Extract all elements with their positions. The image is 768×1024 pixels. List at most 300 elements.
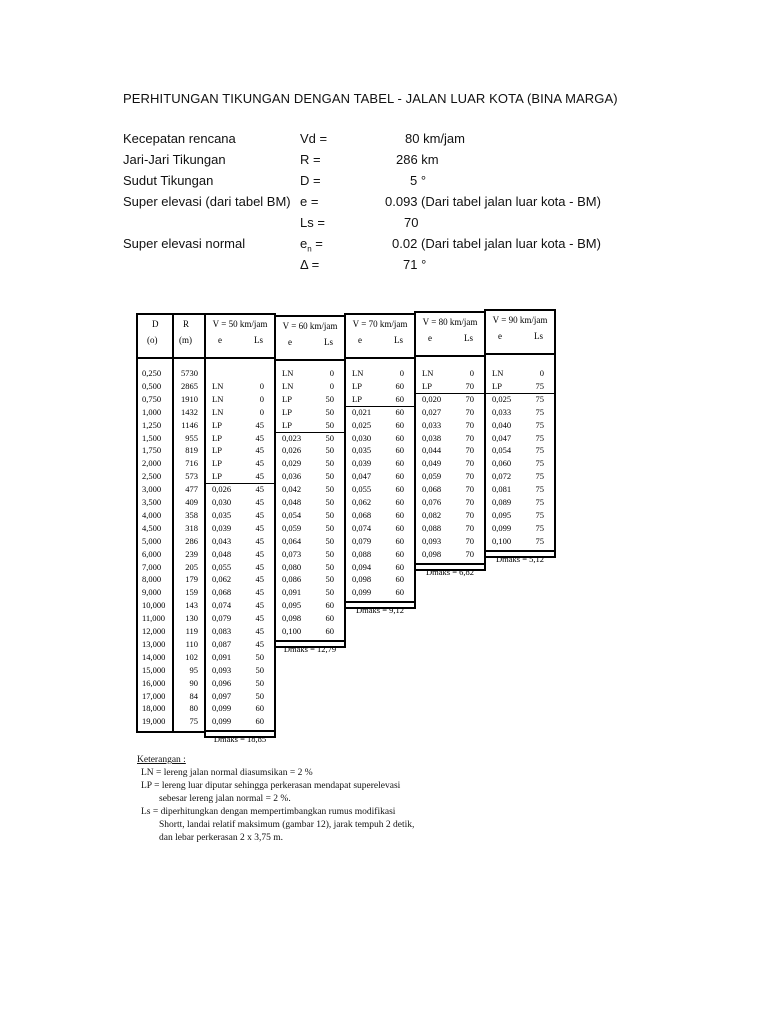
e-value: 0,091: [212, 651, 232, 662]
d-value: 19,000: [142, 716, 166, 727]
legend-notes: [137, 755, 457, 845]
e-value: 0,099: [212, 703, 232, 714]
ls-value: 45: [255, 484, 264, 495]
ls-value: 45: [255, 613, 264, 624]
param-value: 0.02: [392, 236, 418, 251]
e-value: LN: [492, 368, 504, 378]
e-value: 0,055: [212, 561, 232, 572]
d-value: 5,000: [142, 535, 162, 546]
e-header: e: [428, 333, 432, 343]
d-value: 2,500: [142, 471, 162, 482]
e-value: 0,039: [352, 458, 372, 469]
ls-value: 45: [255, 419, 264, 430]
speed-block: [484, 309, 556, 564]
e-value: 0,033: [422, 419, 442, 430]
e-value: 0,054: [492, 445, 512, 456]
ls-value: 0: [329, 368, 334, 378]
d-value: 7,000: [142, 561, 162, 572]
ls-value: 50: [325, 522, 334, 533]
param-row: [123, 215, 643, 236]
ls-value: 50: [325, 497, 334, 507]
param-label: Super elevasi normal: [123, 236, 246, 251]
r-value: 179: [185, 574, 198, 585]
ls-value: 60: [395, 548, 404, 559]
lp-boundary-line: [486, 393, 554, 394]
ls-value: 50: [325, 561, 334, 572]
e-value: 0,074: [212, 600, 232, 611]
dr-block: [136, 313, 206, 733]
e-value: 0,076: [422, 497, 442, 507]
ls-value: 60: [395, 484, 404, 495]
ls-value: 0: [259, 380, 264, 391]
ls-value: 45: [255, 574, 264, 585]
ls-value: 60: [255, 703, 264, 714]
ls-header: Ls: [254, 335, 263, 345]
d-value: 11,000: [142, 613, 166, 624]
param-label: Sudut Tikungan: [123, 173, 214, 188]
e-value: LN: [282, 380, 294, 391]
ls-value: 70: [465, 484, 474, 495]
param-note: (Dari tabel jalan luar kota - BM): [421, 194, 601, 209]
ls-value: 0: [539, 368, 544, 378]
ls-value: 50: [325, 458, 334, 469]
ls-value: 60: [395, 419, 404, 430]
e-value: 0,048: [212, 548, 232, 559]
r-value: 286: [185, 535, 198, 546]
ls-value: 50: [325, 393, 334, 404]
lp-boundary-line: [206, 483, 274, 484]
param-row: [123, 173, 643, 194]
r-value: 955: [185, 432, 198, 443]
ls-value: 60: [255, 716, 264, 727]
r-value: 1432: [181, 406, 198, 417]
e-value: 0,079: [212, 613, 232, 624]
e-value: 0,088: [352, 548, 372, 559]
ls-value: 50: [325, 432, 334, 443]
e-value: 0,098: [282, 613, 302, 624]
ls-header: Ls: [534, 331, 543, 341]
e-value: 0,099: [352, 587, 372, 598]
note-ls: Ls = diperhitungkan dengan mempertimbangkan rumus modifikasi: [141, 807, 396, 817]
param-symbol: R =: [300, 152, 321, 167]
r-value: 75: [189, 716, 198, 727]
ls-value: 45: [255, 626, 264, 636]
param-symbol: Ls =: [300, 215, 325, 230]
e-value: 0,059: [422, 471, 442, 482]
ls-value: 60: [395, 522, 404, 533]
d-value: 14,000: [142, 651, 166, 662]
ls-header: Ls: [324, 337, 333, 347]
param-label: Super elevasi (dari tabel BM): [123, 194, 291, 209]
ls-value: 0: [259, 406, 264, 417]
r-value: 119: [185, 626, 198, 636]
e-value: 0,044: [422, 445, 442, 456]
ls-value: 60: [395, 432, 404, 443]
speed-label: V = 90 km/jam: [492, 315, 548, 325]
e-value: 0,040: [492, 419, 512, 430]
ls-value: 45: [255, 497, 264, 507]
e-value: 0,021: [352, 406, 372, 417]
ls-value: 50: [325, 509, 334, 520]
d-value: 0,250: [142, 368, 162, 378]
ls-value: 50: [325, 535, 334, 546]
e-value: 0,091: [282, 587, 302, 598]
ls-value: 50: [325, 445, 334, 456]
d-value: 10,000: [142, 600, 166, 611]
ls-value: 75: [535, 406, 544, 417]
ls-value: 50: [325, 587, 334, 598]
e-value: 0,029: [282, 458, 302, 469]
ls-header: Ls: [464, 333, 473, 343]
ls-value: 60: [325, 626, 334, 636]
r-value: 2865: [181, 380, 198, 391]
e-value: 0,073: [282, 548, 302, 559]
note-ls-cont: dan lebar perkerasan 2 x 3,75 m.: [159, 833, 283, 843]
speed-block: [274, 315, 346, 654]
e-value: 0,098: [422, 548, 442, 559]
ls-value: 70: [465, 522, 474, 533]
ls-value: 60: [395, 561, 404, 572]
e-value: LN: [282, 368, 294, 378]
r-value: 819: [185, 445, 198, 456]
r-value: 318: [185, 522, 198, 533]
e-value: LP: [212, 432, 222, 443]
e-value: 0,036: [282, 471, 302, 482]
ls-value: 75: [535, 509, 544, 520]
ls-value: 60: [325, 613, 334, 624]
ls-value: 45: [255, 600, 264, 611]
e-value: 0,033: [492, 406, 512, 417]
e-header: e: [288, 337, 292, 347]
d-unit: (o): [147, 335, 158, 345]
r-value: 358: [185, 509, 198, 520]
speed-block: [204, 313, 276, 745]
r-unit: (m): [179, 335, 192, 345]
d-value: 4,500: [142, 522, 162, 533]
speed-label: V = 80 km/jam: [422, 317, 478, 327]
e-value: 0,096: [212, 677, 232, 688]
r-value: 80: [189, 703, 198, 714]
e-value: 0,023: [282, 432, 302, 443]
ls-value: 45: [255, 548, 264, 559]
lp-boundary-line: [416, 393, 484, 394]
ls-value: 75: [535, 535, 544, 546]
e-value: 0,093: [212, 664, 232, 675]
ls-value: 60: [395, 535, 404, 546]
e-value: 0,079: [352, 535, 372, 546]
param-value: 71 °: [403, 257, 427, 272]
e-value: 0,048: [282, 497, 302, 507]
e-value: 0,086: [282, 574, 302, 585]
param-row: [123, 236, 643, 257]
e-value: LP: [352, 380, 362, 391]
speed-label: V = 50 km/jam: [212, 319, 268, 329]
e-value: 0,074: [352, 522, 372, 533]
e-value: 0,068: [352, 509, 372, 520]
ls-value: 60: [325, 600, 334, 611]
e-value: 0,080: [282, 561, 302, 572]
e-value: 0,047: [492, 432, 512, 443]
param-value: 5 °: [410, 173, 427, 188]
param-note: (Dari tabel jalan luar kota - BM): [421, 236, 601, 251]
ls-value: 70: [465, 535, 474, 546]
r-value: 130: [185, 613, 198, 624]
dmaks-label: Dmaks = 18,85: [206, 730, 274, 747]
d-value: 1,750: [142, 445, 162, 456]
ls-value: 60: [395, 380, 404, 391]
r-value: 1910: [181, 393, 198, 404]
ls-value: 60: [395, 458, 404, 469]
ls-value: 50: [255, 664, 264, 675]
speed-header: [276, 317, 344, 361]
e-value: 0,043: [212, 535, 232, 546]
dmaks-label: Dmaks = 6,82: [416, 563, 484, 580]
ls-value: 60: [395, 587, 404, 598]
e-value: 0,098: [352, 574, 372, 585]
e-value: LN: [352, 368, 364, 378]
r-value: 409: [185, 497, 198, 507]
ls-value: 50: [325, 471, 334, 482]
d-value: 0,750: [142, 393, 162, 404]
ls-value: 45: [255, 471, 264, 482]
e-value: 0,100: [492, 535, 512, 546]
d-value: 15,000: [142, 664, 166, 675]
ls-value: 60: [395, 471, 404, 482]
ls-value: 50: [325, 406, 334, 417]
ls-value: 45: [255, 638, 264, 649]
parameter-list: [123, 131, 643, 278]
ls-value: 45: [255, 587, 264, 598]
param-symbol: D =: [300, 173, 321, 188]
lp-boundary-line: [276, 432, 344, 433]
e-value: 0,026: [282, 445, 302, 456]
ls-value: 45: [255, 535, 264, 546]
param-symbol: Δ =: [300, 257, 320, 272]
note-lp: LP = lereng luar diputar sehingga perkerasan mendapat superelevasi: [141, 781, 401, 791]
ls-value: 50: [255, 677, 264, 688]
d-value: 17,000: [142, 690, 166, 701]
ls-value: 45: [255, 458, 264, 469]
d-value: 16,000: [142, 677, 166, 688]
e-value: 0,064: [282, 535, 302, 546]
r-value: 716: [185, 458, 198, 469]
ls-value: 60: [395, 445, 404, 456]
ls-value: 70: [465, 393, 474, 404]
param-symbol: $e_n$ =: [300, 236, 323, 254]
r-value: 84: [189, 690, 198, 701]
note-lp-cont: sebesar lereng jalan normal = 2 %.: [159, 794, 291, 804]
e-value: 0,062: [212, 574, 232, 585]
e-value: 0,087: [212, 638, 232, 649]
param-value: 80 km/jam: [405, 131, 465, 146]
e-value: 0,083: [212, 626, 232, 636]
e-value: LP: [212, 445, 222, 456]
e-value: 0,035: [212, 509, 232, 520]
e-value: LN: [212, 393, 224, 404]
speed-header: [486, 311, 554, 355]
e-value: 0,068: [212, 587, 232, 598]
param-value: 0.093: [385, 194, 418, 209]
d-value: 1,250: [142, 419, 162, 430]
e-value: LP: [422, 380, 432, 391]
e-value: 0,042: [282, 484, 302, 495]
r-value: 159: [185, 587, 198, 598]
r-value: 1146: [181, 419, 198, 430]
speed-label: V = 70 km/jam: [352, 319, 408, 329]
e-value: 0,026: [212, 484, 232, 495]
e-value: 0,081: [492, 484, 512, 495]
r-value: 239: [185, 548, 198, 559]
e-value: 0,027: [422, 406, 442, 417]
e-value: 0,060: [492, 458, 512, 469]
ls-value: 60: [395, 406, 404, 417]
ls-value: 70: [465, 458, 474, 469]
dmaks-label: Dmaks = 9,12: [346, 601, 414, 618]
ls-value: 75: [535, 458, 544, 469]
param-row: [123, 257, 643, 278]
e-value: 0,055: [352, 484, 372, 495]
e-value: LN: [422, 368, 434, 378]
d-value: 3,000: [142, 484, 162, 495]
e-value: 0,020: [422, 393, 442, 404]
ls-value: 70: [465, 432, 474, 443]
speed-header: [346, 315, 414, 359]
ls-value: 0: [399, 368, 404, 378]
e-value: LP: [212, 458, 222, 469]
e-value: 0,038: [422, 432, 442, 443]
ls-value: 70: [465, 445, 474, 456]
e-value: 0,099: [492, 522, 512, 533]
e-value: 0,049: [422, 458, 442, 469]
d-value: 1,000: [142, 406, 162, 417]
ls-value: 75: [535, 419, 544, 430]
ls-value: 0: [329, 380, 334, 391]
e-value: 0,030: [352, 432, 372, 443]
r-value: 110: [185, 638, 198, 649]
column-divider: [172, 315, 174, 731]
ls-value: 50: [325, 574, 334, 585]
speed-header: [206, 315, 274, 359]
ls-value: 75: [535, 380, 544, 391]
e-value: LP: [212, 471, 222, 482]
d-value: 18,000: [142, 703, 166, 714]
r-value: 102: [185, 651, 198, 662]
e-value: LP: [282, 406, 292, 417]
d-value: 0,500: [142, 380, 162, 391]
document-title: PERHITUNGAN TIKUNGAN DENGAN TABEL - JALAN LUAR KOTA (BINA MARGA): [123, 91, 618, 106]
e-value: 0,047: [352, 471, 372, 482]
note-ln: LN = lereng jalan normal diasumsikan = 2 %: [141, 768, 313, 778]
d-value: 1,500: [142, 432, 162, 443]
e-value: LP: [352, 393, 362, 404]
notes-heading: Keterangan :: [137, 755, 186, 765]
param-row: [123, 194, 643, 215]
r-header: R: [183, 319, 190, 329]
e-value: 0,025: [492, 393, 512, 404]
ls-value: 0: [259, 393, 264, 404]
param-row: [123, 152, 643, 173]
e-value: 0,094: [352, 561, 372, 572]
dmaks-label: Dmaks = 5,12: [486, 550, 554, 567]
d-value: 9,000: [142, 587, 162, 598]
speed-block: [414, 311, 486, 577]
e-value: 0,082: [422, 509, 442, 520]
r-value: 573: [185, 471, 198, 482]
e-value: 0,100: [282, 626, 302, 636]
ls-value: 70: [465, 509, 474, 520]
ls-value: 60: [395, 509, 404, 520]
e-value: 0,059: [282, 522, 302, 533]
e-value: LN: [212, 406, 224, 417]
ls-value: 70: [465, 548, 474, 559]
e-value: 0,097: [212, 690, 232, 701]
e-value: 0,062: [352, 497, 372, 507]
d-value: 2,000: [142, 458, 162, 469]
r-value: 90: [189, 677, 198, 688]
param-row: [123, 131, 643, 152]
d-value: 3,500: [142, 497, 162, 507]
ls-value: 50: [325, 419, 334, 430]
e-value: 0,088: [422, 522, 442, 533]
dmaks-label: Dmaks = 12,79: [276, 640, 344, 657]
e-value: 0,035: [352, 445, 372, 456]
e-value: 0,093: [422, 535, 442, 546]
ls-value: 45: [255, 522, 264, 533]
ls-value: 70: [465, 406, 474, 417]
ls-value: 75: [535, 471, 544, 482]
e-value: LN: [212, 380, 224, 391]
d-value: 8,000: [142, 574, 162, 585]
ls-value: 75: [535, 522, 544, 533]
param-symbol: Vd =: [300, 131, 328, 146]
param-label: Jari-Jari Tikungan: [123, 152, 226, 167]
ls-value: 45: [255, 561, 264, 572]
superelevation-table: [136, 309, 556, 745]
ls-value: 45: [255, 509, 264, 520]
lp-boundary-line: [346, 406, 414, 407]
speed-block: [344, 313, 416, 616]
speed-label: V = 60 km/jam: [282, 321, 338, 331]
ls-value: 75: [535, 432, 544, 443]
e-value: LP: [282, 419, 292, 430]
e-value: 0,054: [282, 509, 302, 520]
ls-value: 0: [469, 368, 474, 378]
ls-value: 70: [465, 419, 474, 430]
ls-value: 70: [465, 471, 474, 482]
r-value: 95: [189, 664, 198, 675]
d-value: 4,000: [142, 509, 162, 520]
param-value: 70: [404, 215, 419, 230]
d-header: D: [152, 319, 159, 329]
e-value: LP: [492, 380, 502, 391]
ls-value: 70: [465, 497, 474, 507]
e-value: 0,099: [212, 716, 232, 727]
ls-value: 60: [395, 574, 404, 585]
d-value: 6,000: [142, 548, 162, 559]
e-value: LP: [282, 393, 292, 404]
d-value: 13,000: [142, 638, 166, 649]
e-value: 0,030: [212, 497, 232, 507]
r-value: 143: [185, 600, 198, 611]
e-value: 0,039: [212, 522, 232, 533]
e-value: 0,095: [282, 600, 302, 611]
ls-value: 50: [325, 548, 334, 559]
ls-value: 45: [255, 445, 264, 456]
e-value: LP: [212, 419, 222, 430]
speed-header: [416, 313, 484, 357]
ls-value: 75: [535, 484, 544, 495]
r-value: 205: [185, 561, 198, 572]
